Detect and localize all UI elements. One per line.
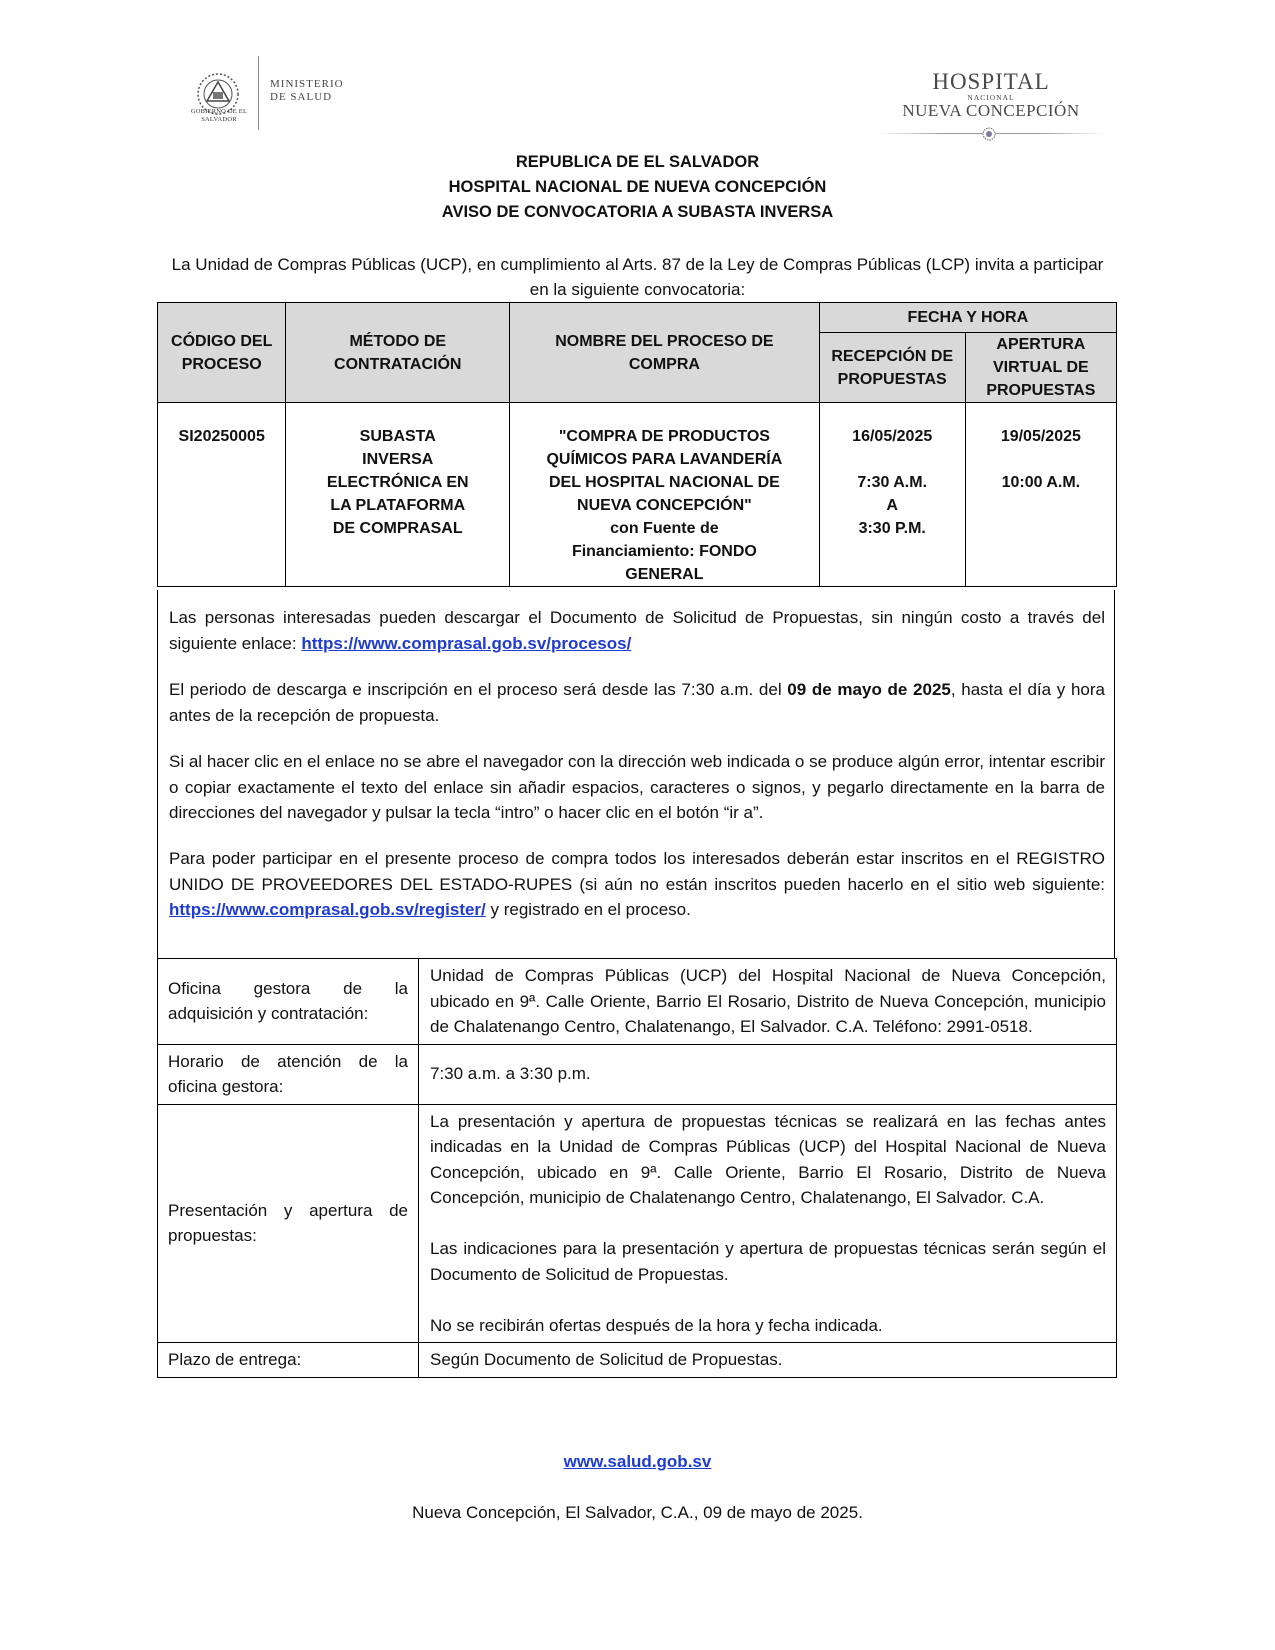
plazo-value: Según Documento de Solicitud de Propuestas. bbox=[419, 1343, 1117, 1378]
header-recepcion: RECEPCIÓN DE PROPUESTAS bbox=[819, 333, 965, 403]
header-codigo: CÓDIGO DEL PROCESO bbox=[158, 303, 286, 403]
cell-nombre bbox=[510, 403, 820, 587]
seal-caption: GOBIERNO DE EL SALVADOR bbox=[190, 108, 248, 123]
presentacion-p1: La presentación y apertura de propuestas técnicas se realizará en las fechas antes indicadas en la Unidad de Compras Públicas (UCP) del Hospital Nacional de Nueva Concepción, ubicado en 9ª. Calle Oriente, Barrio El Rosario, Distrito de Nueva Concepción, municipio de Chalatenango Centro, Chalatenango, El Salvador. C.A. bbox=[430, 1111, 1106, 1207]
apertura-hora: 10:00 A.M. bbox=[1001, 474, 1081, 491]
header-apertura: APERTURA VIRTUAL DE PROPUESTAS bbox=[965, 333, 1116, 403]
document-title-block bbox=[0, 150, 1275, 225]
salud-website-link[interactable]: www.salud.gob.sv bbox=[563, 1452, 712, 1471]
header-fecha-hora: FECHA Y HORA bbox=[819, 303, 1116, 333]
hospital-seal-icon bbox=[982, 127, 996, 141]
apertura-fecha: 19/05/2025 bbox=[1000, 428, 1081, 445]
horario-value: 7:30 a.m. a 3:30 p.m. bbox=[419, 1044, 1117, 1104]
horario-label: Horario de atención de la oficina gestora: bbox=[158, 1044, 419, 1104]
instructions-box bbox=[157, 590, 1115, 958]
cell-recepcion bbox=[819, 403, 965, 587]
presentacion-p3: No se recibirán ofertas después de la hora y fecha indicada. bbox=[430, 1315, 883, 1335]
registration-paragraph bbox=[169, 846, 1105, 923]
oficina-value: Unidad de Compras Públicas (UCP) del Hospital Nacional de Nueva Concepción, ubicado en 9ª. Calle Oriente, Barrio El Rosario, Distrito de Nueva Concepción, municipio de Chalatenango Centro, Chalatenango, El Salvador. C.A. Teléfono: 2991-0518. bbox=[419, 959, 1117, 1045]
ministry-line-1: MINISTERIO bbox=[270, 78, 344, 90]
procesos-link[interactable]: https://www.comprasal.gob.sv/procesos/ bbox=[301, 633, 632, 653]
logo-divider bbox=[258, 56, 259, 130]
presentacion-p2: Las indicaciones para la presentación y apertura de propuestas técnicas serán según el Documento de Solicitud de Propuestas. bbox=[430, 1239, 1106, 1284]
period-text-after: , hasta el día y hora antes de la recepción de propuesta. bbox=[169, 680, 1105, 725]
info-row-plazo bbox=[158, 1343, 1117, 1378]
period-date: 09 de mayo de 2025 bbox=[787, 680, 951, 699]
header-metodo: MÉTODO DE CONTRATACIÓN bbox=[286, 303, 510, 403]
recepcion-hora-fin: 3:30 P.M. bbox=[858, 520, 926, 537]
footer-date-line: Nueva Concepción, El Salvador, C.A., 09 de mayo de 2025. bbox=[412, 1503, 863, 1522]
presentacion-label: Presentación y apertura de propuestas: bbox=[158, 1104, 419, 1343]
table-row bbox=[158, 403, 1117, 587]
recepcion-hora-inicio: 7:30 A.M. bbox=[857, 474, 928, 491]
info-row-horario bbox=[158, 1044, 1117, 1104]
ministry-logo bbox=[188, 56, 368, 132]
presentacion-value bbox=[419, 1104, 1117, 1343]
intro-paragraph: La Unidad de Compras Públicas (UCP), en cumplimiento al Arts. 87 de la Ley de Compras Públicas (LCP) invita a participar en la siguiente convocatoria: bbox=[171, 255, 1104, 299]
title-line-3: AVISO DE CONVOCATORIA A SUBASTA INVERSA bbox=[441, 203, 834, 221]
recepcion-fecha: 16/05/2025 bbox=[852, 428, 933, 445]
hospital-logo-line-2: NACIONAL bbox=[967, 93, 1015, 102]
title-line-2: HOSPITAL NACIONAL DE NUEVA CONCEPCIÓN bbox=[448, 178, 827, 196]
download-text: Las personas interesadas pueden descargar el Documento de Solicitud de Propuestas, sin ningún costo a través del siguiente enlace: bbox=[169, 608, 1105, 653]
period-text-before: El periodo de descarga e inscripción en el proceso será desde las 7:30 a.m. del bbox=[169, 680, 788, 699]
cell-apertura bbox=[965, 403, 1116, 587]
info-row-presentacion bbox=[158, 1104, 1117, 1343]
info-row-oficina bbox=[158, 959, 1117, 1045]
title-line-1: REPUBLICA DE EL SALVADOR bbox=[515, 153, 760, 171]
download-paragraph bbox=[169, 605, 1105, 656]
header-nombre: NOMBRE DEL PROCESO DE COMPRA bbox=[510, 303, 820, 403]
table-header-row bbox=[158, 303, 1117, 333]
ministry-line-2: DE SALUD bbox=[270, 91, 333, 103]
process-table bbox=[157, 302, 1117, 587]
oficina-label: Oficina gestora de la adquisición y contratación: bbox=[158, 959, 419, 1045]
info-table bbox=[157, 958, 1117, 1378]
period-paragraph bbox=[169, 677, 1105, 728]
link-help-paragraph: Si al hacer clic en el enlace no se abre el navegador con la dirección web indicada o se produce algún error, intentar escribir o copiar exactamente el texto del enlace sin añadir espacios, caracteres o signos, y pegarlo directamente en la barra de direcciones del navegador y pulsar la tecla “intro” o hacer clic en el botón “ir a”. bbox=[169, 752, 1105, 822]
registration-text-after: y registrado en el proceso. bbox=[485, 900, 691, 919]
registration-text: Para poder participar en el presente proceso de compra todos los interesados deberán estar inscritos en el REGISTRO UNIDO DE PROVEEDORES DEL ESTADO-RUPES (si aún no están inscritos pueden hacerlo en el sitio web siguiente: bbox=[169, 849, 1105, 894]
funding-source: con Fuente de Financiamiento: FONDO GENERAL bbox=[571, 520, 757, 583]
hospital-logo bbox=[876, 70, 1106, 152]
hospital-logo-line-3: NUEVA CONCEPCIÓN bbox=[902, 101, 1080, 120]
register-link[interactable]: https://www.comprasal.gob.sv/register/ bbox=[169, 900, 486, 919]
cell-codigo: SI20250005 bbox=[158, 403, 286, 587]
cell-metodo: SUBASTA INVERSA ELECTRÓNICA EN LA PLATAFORMA DE COMPRASAL bbox=[286, 403, 510, 587]
hospital-logo-line-1: HOSPITAL bbox=[932, 69, 1050, 94]
recepcion-a: A bbox=[886, 497, 898, 514]
ministry-name bbox=[270, 78, 344, 104]
process-name: "COMPRA DE PRODUCTOS QUÍMICOS PARA LAVANDERÍA DEL HOSPITAL NACIONAL DE NUEVA CONCEPCIÓN" bbox=[546, 428, 783, 514]
plazo-label: Plazo de entrega: bbox=[158, 1343, 419, 1378]
